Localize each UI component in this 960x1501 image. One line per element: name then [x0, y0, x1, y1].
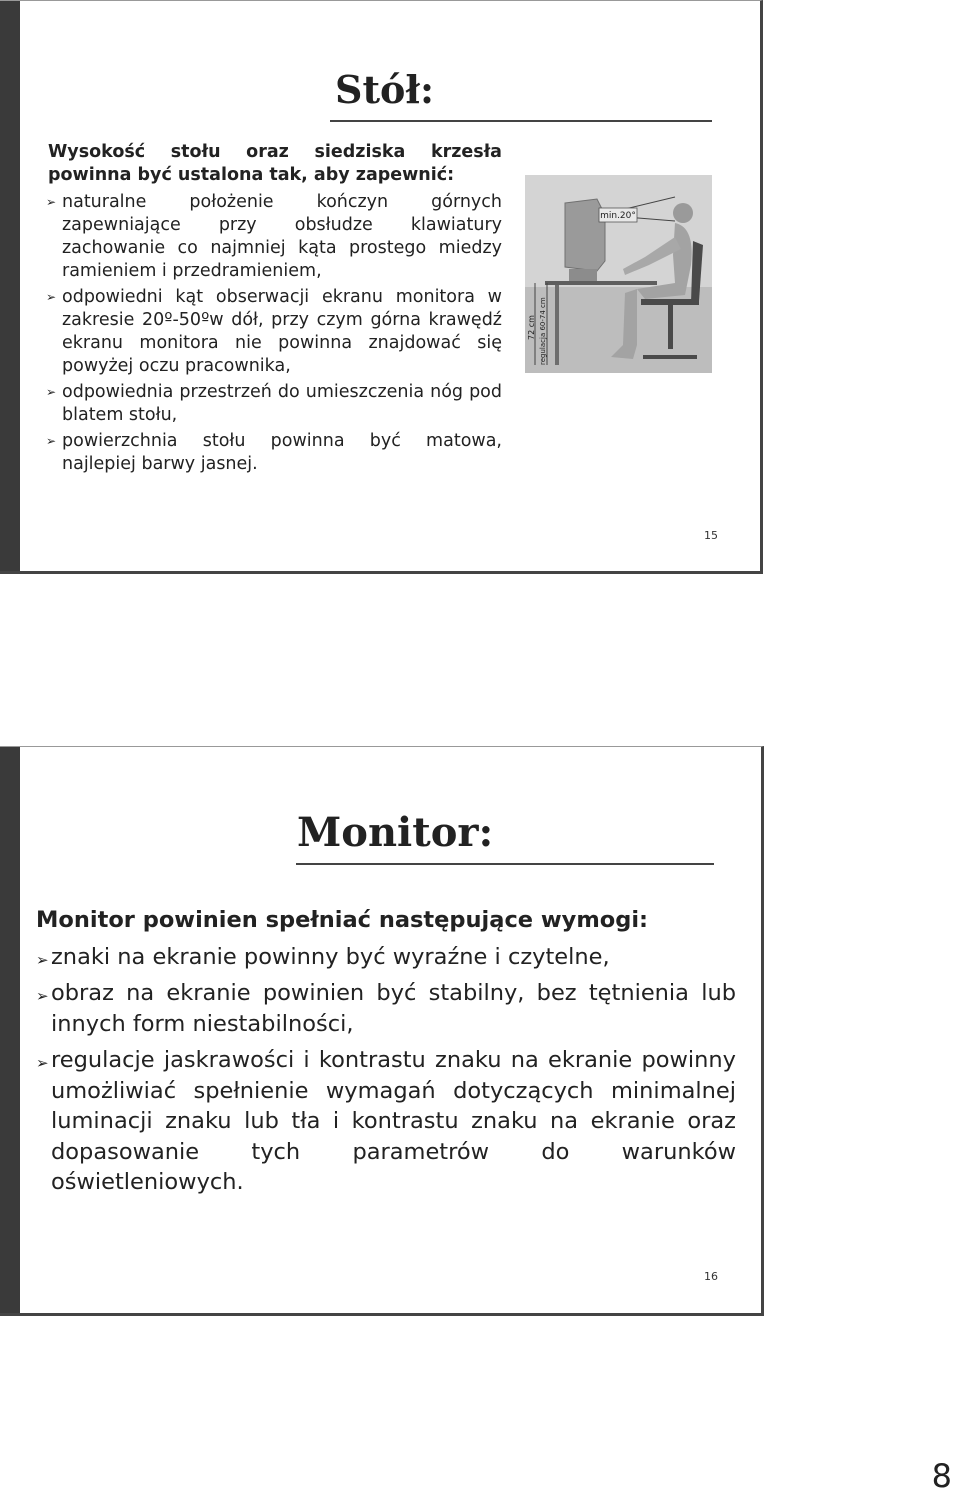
list-item-text: powierzchnia stołu powinna być matowa, najlepiej barwy jasnej. [62, 431, 502, 474]
chair-base [643, 355, 697, 359]
list-item [46, 381, 502, 427]
list-item [36, 942, 736, 973]
list-item-text: odpowiednia przestrzeń do umieszczenia nóg pod blatem stołu, [62, 382, 502, 425]
desk-leg [555, 285, 559, 365]
bullet-icon: ➢ [46, 195, 57, 209]
slide-lead: Wysokość stołu oraz siedziska krzesła powinna być ustalona tak, aby zapewnić: [48, 142, 502, 185]
person-head [673, 203, 693, 223]
height-label: 72 cm [527, 315, 536, 340]
bullet-icon: ➢ [36, 987, 49, 1005]
bullet-icon: ➢ [46, 434, 57, 448]
list-item-text: obraz na ekranie powinien być stabilny, bez tętnienia lub innych form niestabilności, [51, 980, 736, 1037]
slide-side-bar [0, 1, 20, 571]
desk-top [545, 281, 657, 285]
bullet-icon: ➢ [36, 1054, 49, 1072]
document-page-number: 8 [931, 1457, 952, 1495]
title-underline [296, 863, 714, 865]
slide-side-bar [0, 747, 20, 1313]
slide-15 [0, 0, 763, 574]
range-label: regulacja 60-74 cm [539, 297, 547, 365]
slide-body [36, 905, 736, 1204]
list-item-text: znaki na ekranie powinny być wyraźne i czytelne, [51, 943, 610, 970]
bullet-icon: ➢ [46, 385, 57, 399]
requirements-list [46, 191, 502, 476]
list-item [36, 978, 736, 1039]
slide-body [46, 141, 502, 479]
list-item-text: naturalne położenie kończyn górnych zapewniające przy obsłudze klawiatury zachowanie co najmniej kąta prostego miedzy ramieniem i przedramieniem, [62, 192, 502, 281]
slide-lead: Monitor powinien spełniać następujące wymogi: [36, 907, 649, 933]
chair-post [668, 305, 673, 349]
workstation-figure [525, 175, 712, 373]
list-item [46, 191, 502, 283]
chair-seat [641, 299, 699, 305]
list-item [46, 286, 502, 378]
requirements-list [36, 942, 736, 1198]
list-item [36, 1045, 736, 1198]
angle-label: min.20° [600, 211, 636, 221]
monitor-stand [569, 269, 597, 281]
bullet-icon: ➢ [36, 950, 49, 969]
title-underline [330, 120, 712, 122]
list-item [46, 430, 502, 476]
bullet-icon: ➢ [46, 290, 57, 304]
list-item-text: regulacje jaskrawości i kontrastu znaku na ekranie powinny umożliwiać spełnienie wymagań dotyczących minimalnej luminacji znaku lub tła i kontrastu znaku na ekranie oraz dopasowanie tych parametrów do warunków oświetleniowych. [51, 1047, 736, 1195]
slide-page-number: 15 [704, 529, 718, 542]
slide-title: Stół: [335, 67, 434, 112]
slide-page-number: 16 [704, 1270, 718, 1283]
slide-title: Monitor: [297, 809, 494, 856]
slide-16 [0, 746, 764, 1316]
list-item-text: odpowiedni kąt obserwacji ekranu monitora w zakresie 20º-50ºw dół, przy czym górna krawędź ekranu monitora nie powinna znajdować się powyżej oczu pracownika, [62, 287, 502, 376]
